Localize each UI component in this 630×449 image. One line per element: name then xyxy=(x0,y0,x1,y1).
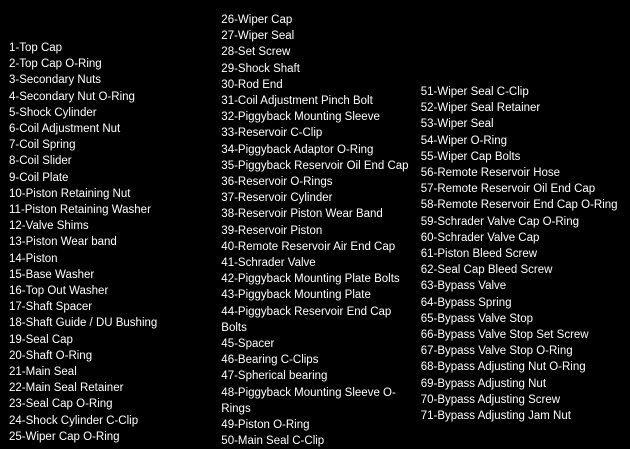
list-item: 9-Coil Plate xyxy=(9,171,69,184)
list-item: 46-Bearing C-Clips xyxy=(221,354,319,367)
list-item: 48-Piggyback Mounting Sleeve O-Rings xyxy=(221,386,396,415)
list-item: 10-Piston Retaining Nut xyxy=(9,187,131,200)
list-item: 36-Reservoir O-Rings xyxy=(221,176,333,189)
list-item: 17-Shaft Spacer xyxy=(9,301,93,314)
list-item: 33-Reservoir C-Clip xyxy=(221,127,323,140)
list-item: 58-Remote Reservoir End Cap O-Ring xyxy=(420,199,618,212)
list-item: 12-Valve Shims xyxy=(9,220,89,233)
list-item: 22-Main Seal Retainer xyxy=(9,382,124,395)
list-item: 15-Base Washer xyxy=(9,268,95,281)
list-item: 19-Seal Cap xyxy=(9,333,73,346)
list-item: 32-Piggyback Mounting Sleeve xyxy=(221,111,380,124)
parts-column-3 xyxy=(417,8,626,424)
list-item: 66-Bypass Valve Stop Set Screw xyxy=(420,329,589,342)
list-item: 3-Secondary Nuts xyxy=(9,74,102,87)
list-item: 50-Main Seal C-Clip xyxy=(221,435,325,448)
list-item: 11-Piston Retaining Washer xyxy=(9,204,151,217)
list-item: 61-Piston Bleed Screw xyxy=(420,248,538,261)
list-item: 7-Coil Spring xyxy=(9,139,76,152)
parts-column-1 xyxy=(4,8,213,445)
list-item: 30-Rod End xyxy=(221,78,283,91)
list-item: 51-Wiper Seal C-Clip xyxy=(420,86,529,98)
list-item: 47-Spherical bearing xyxy=(221,370,328,383)
list-item: 4-Secondary Nut O-Ring xyxy=(9,90,135,103)
list-item: 25-Wiper Cap O-Ring xyxy=(9,430,120,443)
list-item: 26-Wiper Cap xyxy=(221,14,293,26)
list-item: 1-Top Cap xyxy=(9,42,63,54)
list-item: 20-Shaft O-Ring xyxy=(9,349,93,362)
list-item: 23-Seal Cap O-Ring xyxy=(9,398,113,411)
list-item: 71-Bypass Adjusting Jam Nut xyxy=(420,410,571,423)
list-item: 68-Bypass Adjusting Nut O-Ring xyxy=(420,361,586,374)
list-item: 24-Shock Cylinder C-Clip xyxy=(9,414,139,427)
list-item: 59-Schrader Valve Cap O-Ring xyxy=(420,215,580,228)
list-item: 63-Bypass Valve xyxy=(420,280,507,293)
list-item: 55-Wiper Cap Bolts xyxy=(420,150,521,163)
list-item: 5-Shock Cylinder xyxy=(9,106,97,119)
list-item: 35-Piggyback Reservoir Oil End Cap xyxy=(221,159,409,172)
list-item: 41-Schrader Valve xyxy=(221,257,316,270)
list-item: 62-Seal Cap Bleed Screw xyxy=(420,264,553,277)
parts-column-2 xyxy=(213,8,416,449)
list-item: 13-Piston Wear band xyxy=(9,236,117,249)
list-item: 60-Schrader Valve Cap xyxy=(420,231,540,244)
list-item: 52-Wiper Seal Retainer xyxy=(420,102,541,115)
list-item: 40-Remote Reservoir Air End Cap xyxy=(221,240,396,253)
list-item: 37-Reservoir Cylinder xyxy=(221,192,333,205)
list-item: 39-Reservoir Piston xyxy=(221,224,323,237)
list-item: 67-Bypass Valve Stop O-Ring xyxy=(420,345,573,358)
list-item: 38-Reservoir Piston Wear Band xyxy=(221,208,383,221)
list-item: 64-Bypass Spring xyxy=(420,296,512,309)
list-item: 49-Piston O-Ring xyxy=(221,419,310,432)
parts-list-column-1 xyxy=(9,40,213,445)
list-item: 42-Piggyback Mounting Plate Bolts xyxy=(221,273,400,286)
list-item: 16-Top Out Washer xyxy=(9,285,109,298)
list-item: 70-Bypass Adjusting Screw xyxy=(420,393,561,406)
list-item: 57-Remote Reservoir Oil End Cap xyxy=(420,183,596,196)
list-item: 28-Set Screw xyxy=(221,46,291,59)
list-item: 54-Wiper O-Ring xyxy=(420,134,507,147)
list-item: 34-Piggyback Adaptor O-Ring xyxy=(221,143,374,156)
list-item: 65-Bypass Valve Stop xyxy=(420,312,534,325)
list-item: 43-Piggyback Mounting Plate xyxy=(221,289,371,302)
list-item: 6-Coil Adjustment Nut xyxy=(9,123,121,136)
list-item: 14-Piston xyxy=(9,252,58,265)
list-item: 2-Top Cap O-Ring xyxy=(9,58,102,71)
list-item: 27-Wiper Seal xyxy=(221,30,295,43)
list-item: 45-Spacer xyxy=(221,338,275,351)
list-item: 8-Coil Slider xyxy=(9,155,72,168)
list-item: 18-Shaft Guide / DU Bushing xyxy=(9,317,158,330)
list-item: 31-Coil Adjustment Pinch Bolt xyxy=(221,95,373,108)
list-item: 29-Shock Shaft xyxy=(221,62,300,75)
list-item: 53-Wiper Seal xyxy=(420,118,494,131)
parts-list-column-3 xyxy=(421,84,626,424)
parts-list-column-2 xyxy=(221,12,416,449)
list-item: 44-Piggyback Reservoir End Cap Bolts xyxy=(221,305,392,334)
list-item: 56-Remote Reservoir Hose xyxy=(420,167,561,180)
list-item: 69-Bypass Adjusting Nut xyxy=(420,377,547,390)
list-item: 21-Main Seal xyxy=(9,366,77,379)
